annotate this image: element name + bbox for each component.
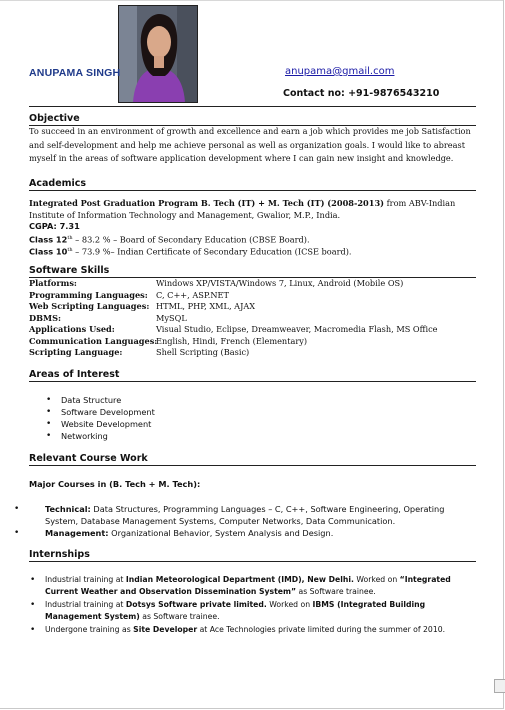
coursework-divider (29, 465, 476, 466)
skill-row-dbms (29, 313, 187, 323)
list-item: • Networking (61, 430, 155, 442)
interests-heading: Areas of Interest (29, 369, 120, 380)
major-courses-subheading: Major Courses in (B. Tech + M. Tech): (29, 479, 201, 489)
cgpa: CGPA: 7.31 (29, 221, 80, 231)
list-item (45, 599, 479, 623)
class12-label: Class 12 (29, 234, 68, 245)
skill-value: C, C++, ASP.NET (156, 289, 229, 300)
interests-divider (29, 381, 476, 382)
degree-title: Integrated Post Graduation Program B. Tech (IT) + M. Tech (IT) (2008-2013) (29, 198, 385, 208)
class10-label: Class 10 (29, 246, 68, 257)
skill-value: Visual Studio, Eclipse, Dreamweaver, Macromedia Flash, MS Office (156, 324, 438, 334)
skill-key: Programming Languages: (29, 289, 148, 300)
academics-heading: Academics (29, 178, 87, 189)
skill-key: Scripting Language: (29, 347, 123, 357)
internship-text: Worked on (266, 600, 313, 609)
internship-text: Worked on (353, 575, 400, 584)
internship-org: Dotsys Software private limited. (125, 600, 267, 609)
internship-text: Industrial training at (45, 600, 126, 609)
candidate-name: ANUPAMA SINGH (29, 67, 121, 79)
class10-sup: th (67, 247, 73, 253)
skill-value: MySQL (156, 312, 187, 323)
header-divider (29, 106, 476, 107)
internship-org: Indian Meteorological Department (IMD), New Delhi. (125, 575, 354, 584)
contact-number: Contact no: +91-9876543210 (283, 88, 440, 99)
class10-details: – 73.9 %– Indian Certificate of Secondary Education (ICSE board). (72, 246, 352, 257)
skill-key: Platforms: (29, 278, 77, 288)
objective-text: To succeed in an environment of growth and excellence and earn a job which provides me job Satisfaction and self-development and help me achieve personal as well as organization goals. I would like to abreast myself in the areas of software application development where I can gain new insight and knowledge. (29, 126, 471, 163)
top-border (0, 0, 503, 1)
skill-value: HTML, PHP, XML, AJAX (156, 301, 256, 311)
management-courses: Organizational Behavior, System Analysis and Design. (108, 528, 334, 538)
list-item (45, 624, 479, 636)
list-item (45, 574, 479, 598)
technical-courses: Data Structures, Programming Languages – C, C++, Software Engineering, Operating System, Database Management Systems, Computer Networks, Data Communication. (45, 504, 445, 526)
skill-value: Shell Scripting (Basic) (156, 347, 250, 357)
internship-project: IBMS (Integrated Building Management System) (45, 600, 426, 621)
internship-project: “Integrated Current Weather and Observation Dissemination System” (45, 575, 451, 596)
page-corner-icon (494, 679, 505, 693)
internship-text: at Ace Technologies private limited during the summer of 2010. (197, 625, 446, 634)
skill-row-web-scripting (29, 301, 255, 311)
skill-key: Web Scripting Languages: (29, 301, 150, 311)
skill-row-communication (29, 336, 307, 346)
coursework-list (29, 503, 475, 539)
internship-role: Site Developer (133, 625, 198, 634)
skill-key: Communication Languages: (29, 335, 158, 346)
internship-text: Industrial training at (45, 575, 126, 584)
internships-divider (29, 561, 476, 562)
skill-value: English, Hindi, French (Elementary) (156, 335, 308, 346)
degree-institute: from ABV-Indian Institute of Information Technology and Management, Gwalior, M.P., India. (29, 198, 456, 220)
interests-list (61, 394, 155, 442)
skill-value: Windows XP/VISTA/Windows 7, Linux, Android (Mobile OS) (156, 278, 404, 288)
class12-sup: th (67, 235, 73, 241)
internships-heading: Internships (29, 549, 90, 560)
skill-row-programming (29, 290, 229, 300)
internship-text: as Software trainee. (139, 612, 220, 621)
profile-photo-illustration (119, 6, 197, 102)
email-link[interactable]: anupama@gmail.com (285, 66, 395, 77)
skill-key: DBMS: (29, 312, 62, 323)
skill-row-scripting (29, 347, 249, 357)
list-item (29, 527, 475, 539)
skill-key: Applications Used: (29, 324, 115, 334)
academics-divider (29, 190, 476, 191)
internships-list (45, 574, 479, 636)
list-item: • Website Development (61, 418, 155, 430)
degree-entry (29, 198, 479, 221)
class12-details: – 83.2 % – Board of Secondary Education (CBSE Board). (72, 234, 310, 245)
objective-heading: Objective (29, 113, 80, 124)
class10-entry (29, 244, 352, 258)
skill-row-applications (29, 324, 438, 334)
technical-label: Technical: (45, 504, 91, 514)
list-item: • Software Development (61, 406, 155, 418)
skill-row-platforms (29, 278, 403, 288)
profile-photo (118, 5, 198, 103)
list-item (29, 503, 475, 527)
internship-text: as Software trainee. (296, 587, 376, 596)
internship-text: Undergone training as (45, 625, 134, 634)
management-label: Management: (45, 528, 109, 538)
skills-heading: Software Skills (29, 265, 110, 276)
list-item: • Data Structure (61, 394, 155, 406)
coursework-heading: Relevant Course Work (29, 453, 148, 464)
